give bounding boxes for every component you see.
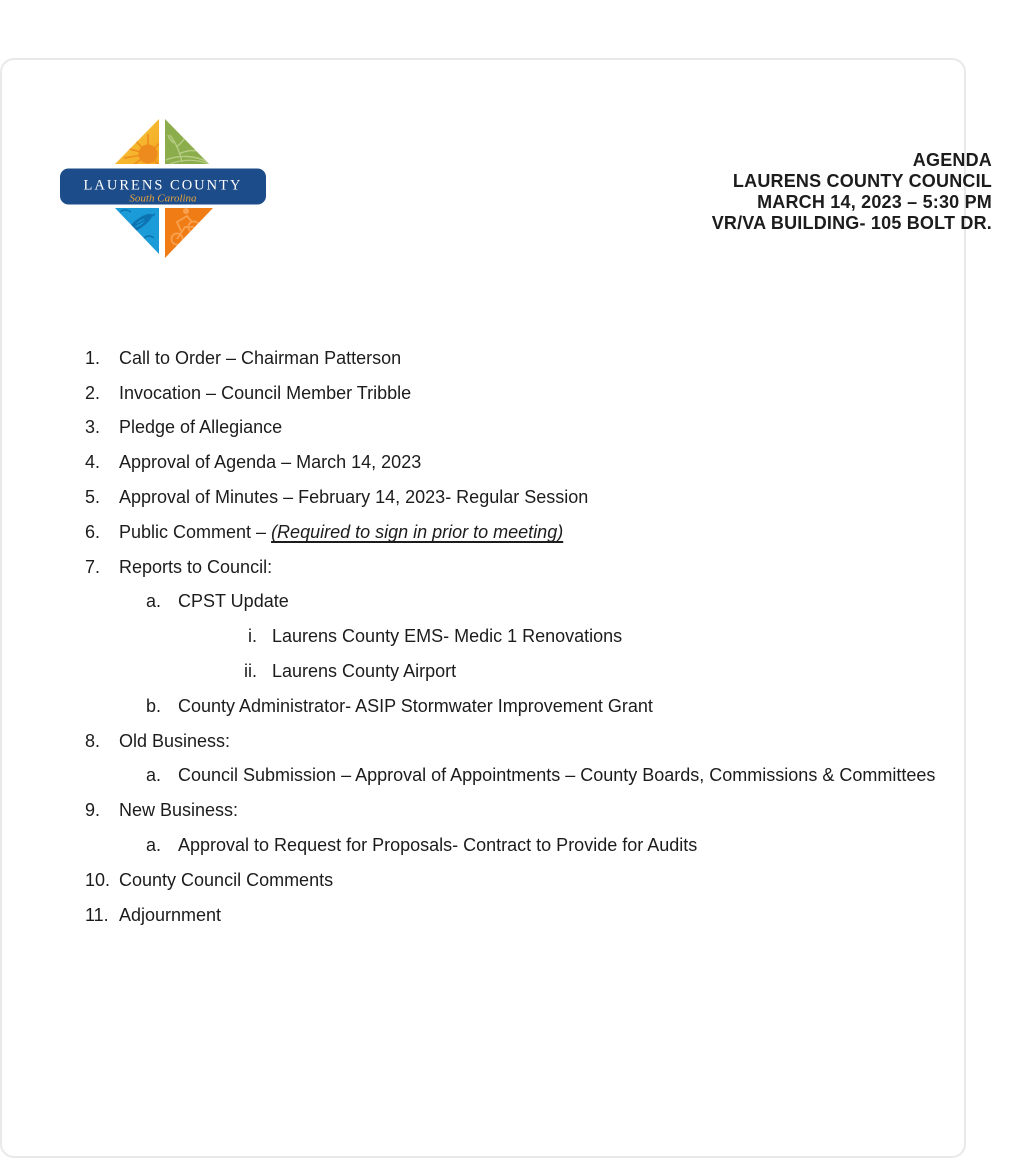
agenda-item-text: Laurens County EMS- Medic 1 Renovations <box>272 626 623 647</box>
agenda-item-marker: 6. <box>85 521 101 542</box>
meeting-header-location: VR/VA BUILDING- 105 BOLT DR. <box>711 213 992 233</box>
agenda-item <box>0 689 1024 724</box>
meeting-header <box>712 150 992 234</box>
agenda-item <box>0 515 1024 550</box>
agenda-list <box>0 341 1024 933</box>
agenda-item <box>0 550 1024 585</box>
logo-banner <box>60 168 267 205</box>
agenda-item-marker: 2. <box>85 382 101 403</box>
laurens-county-logo-graphic <box>58 110 270 262</box>
agenda-item <box>0 898 1024 933</box>
agenda-item-text: Old Business: <box>119 730 231 751</box>
agenda-item-marker: 11. <box>85 904 109 925</box>
sun-icon <box>115 119 162 170</box>
agenda-item-text: Invocation – Council Member Tribble <box>119 382 412 403</box>
agenda-item <box>0 724 1024 759</box>
agenda-item <box>0 828 1024 863</box>
meeting-header-title: AGENDA <box>912 150 992 170</box>
kayak-icon <box>115 208 159 254</box>
agenda-item-marker: a. <box>146 765 162 786</box>
agenda-item-marker: i. <box>248 626 257 647</box>
agenda-item-marker: b. <box>146 695 162 716</box>
agenda-item <box>0 863 1024 898</box>
agenda-item-emphasis: (Required to sign in prior to meeting) <box>271 521 564 542</box>
agenda-item-text: County Administrator- ASIP Stormwater Improvement Grant <box>178 695 653 716</box>
agenda-item-text: Approval of Minutes – February 14, 2023- Regular Session <box>119 487 589 508</box>
agenda-item-text: Reports to Council: <box>119 556 273 577</box>
agenda-item-text: New Business: <box>119 800 239 821</box>
tree-icon <box>165 119 209 164</box>
agenda-item-text: CPST Update <box>178 591 289 612</box>
laurens-county-logo <box>58 110 270 262</box>
agenda-item-marker: a. <box>146 835 162 856</box>
agenda-item-marker: 1. <box>85 347 101 368</box>
meeting-header-body: LAURENS COUNTY COUNCIL <box>732 171 992 191</box>
agenda-item <box>0 411 1024 446</box>
agenda-item-marker: 5. <box>85 487 101 508</box>
agenda-item <box>0 376 1024 411</box>
agenda-item-text: Approval of Agenda – March 14, 2023 <box>119 452 422 473</box>
agenda-item-marker: 10. <box>85 869 111 890</box>
agenda-item-text: Adjournment <box>119 904 222 925</box>
agenda-item-marker: 8. <box>85 730 101 751</box>
agenda-item-text: County Council Comments <box>119 869 334 890</box>
cyclist-icon <box>165 208 213 258</box>
agenda-item-text: Public Comment – (Required to sign in prior to meeting) <box>119 521 564 542</box>
agenda-item <box>0 445 1024 480</box>
agenda-item <box>0 341 1024 376</box>
agenda-item-marker: a. <box>146 591 162 612</box>
logo-banner-subtitle: South Carolina <box>129 192 197 205</box>
agenda-item-marker: ii. <box>244 661 257 682</box>
agenda-item-marker: 4. <box>85 452 101 473</box>
agenda-item <box>0 759 1024 794</box>
agenda-item-text: Pledge of Allegiance <box>119 417 283 438</box>
logo-banner-title: LAURENS COUNTY <box>83 177 243 194</box>
meeting-header-datetime: MARCH 14, 2023 – 5:30 PM <box>757 192 992 212</box>
agenda-item-text: Council Submission – Approval of Appointments – County Boards, Commissions & Committees <box>178 765 936 786</box>
agenda-item <box>0 793 1024 828</box>
agenda-item-marker: 9. <box>85 800 101 821</box>
agenda-item-marker: 3. <box>85 417 101 438</box>
agenda-item-text: Call to Order – Chairman Patterson <box>119 347 402 368</box>
agenda-item <box>0 585 1024 620</box>
agenda-item-text: Approval to Request for Proposals- Contract to Provide for Audits <box>178 835 698 856</box>
agenda-item <box>0 619 1024 654</box>
agenda-item <box>0 480 1024 515</box>
agenda-item-marker: 7. <box>85 556 101 577</box>
agenda-item <box>0 654 1024 689</box>
agenda-item-text: Laurens County Airport <box>272 661 457 682</box>
